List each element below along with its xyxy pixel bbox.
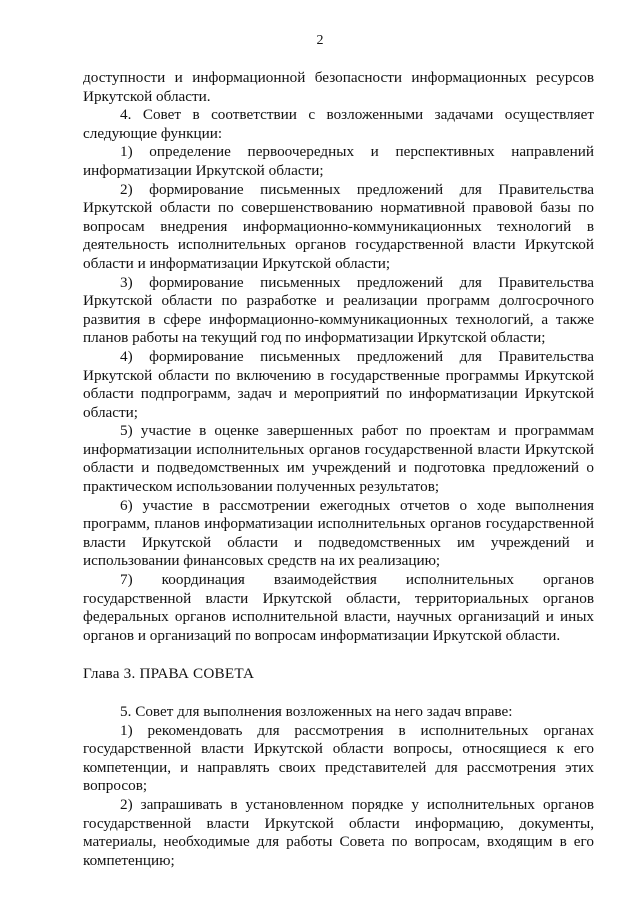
paragraph: 1) определение первоочередных и перспективных направлений информатизации Иркутской области; — [83, 143, 594, 179]
paragraph: доступности и информационной безопасности информационных ресурсов Иркутской области. — [83, 69, 594, 105]
page-number: 2 — [316, 33, 324, 48]
paragraph: 2) запрашивать в установленном порядке у исполнительных органов государственной власти Иркутской области информацию, документы, материалы, необходимые для работы Совета по вопросам, входящим в его компетенцию; — [83, 795, 594, 869]
paragraph: 6) участие в рассмотрении ежегодных отчетов о ходе выполнения программ, планов информатизации исполнительных органов государственной власти Иркутской области и подведомственных им учреждений и использовании финансовых средств на их реализацию; — [83, 496, 594, 570]
paragraph: 5. Совет для выполнения возложенных на него задач вправе: — [120, 703, 513, 720]
paragraph: 5) участие в оценке завершенных работ по проектам и программам информатизации исполнительных органов государственной власти Иркутской области и подведомственных им учреждений и подготовка предложений о практическом использовании полученных результатов; — [83, 422, 594, 496]
paragraph: 3) формирование письменных предложений для Правительства Иркутской области по разработке и реализации программ долгосрочного развития в сфере информационно-коммуникационных технологий, а также планов работы на текущий год по информатизации Иркутской области; — [83, 273, 594, 347]
paragraph: 4) формирование письменных предложений для Правительства Иркутской области по включению в государственные программы Иркутской области подпрограмм, задач и мероприятий по информатизации Иркутской области; — [83, 347, 594, 421]
paragraph: 7) координация взаимодействия исполнительных органов государственной власти Иркутской области, территориальных органов федеральных органов исполнительной власти, научных организаций и иных органов и организаций по вопросам информатизации Иркутской области. — [83, 571, 594, 644]
chapter-heading: Глава 3. ПРАВА СОВЕТА — [83, 665, 255, 683]
paragraphs-after — [83, 703, 594, 870]
paragraphs-before — [83, 69, 594, 645]
document-body — [83, 69, 594, 870]
paragraph: 4. Совет в соответствии с возложенными задачами осуществляет следующие функции: — [83, 106, 594, 142]
paragraph: 1) рекомендовать для рассмотрения в исполнительных органах государственной власти Иркутской области вопросы, относящиеся к его компетенции, и направлять своих представителей для рассмотрения этих вопросов; — [83, 721, 594, 795]
paragraph: 2) формирование письменных предложений для Правительства Иркутской области по совершенствованию нормативной правовой базы по вопросам внедрения информационно-коммуникационных технологий в деятельность исполнительных органов государственной власти Иркутской области и информатизации Иркутской области; — [83, 180, 594, 272]
